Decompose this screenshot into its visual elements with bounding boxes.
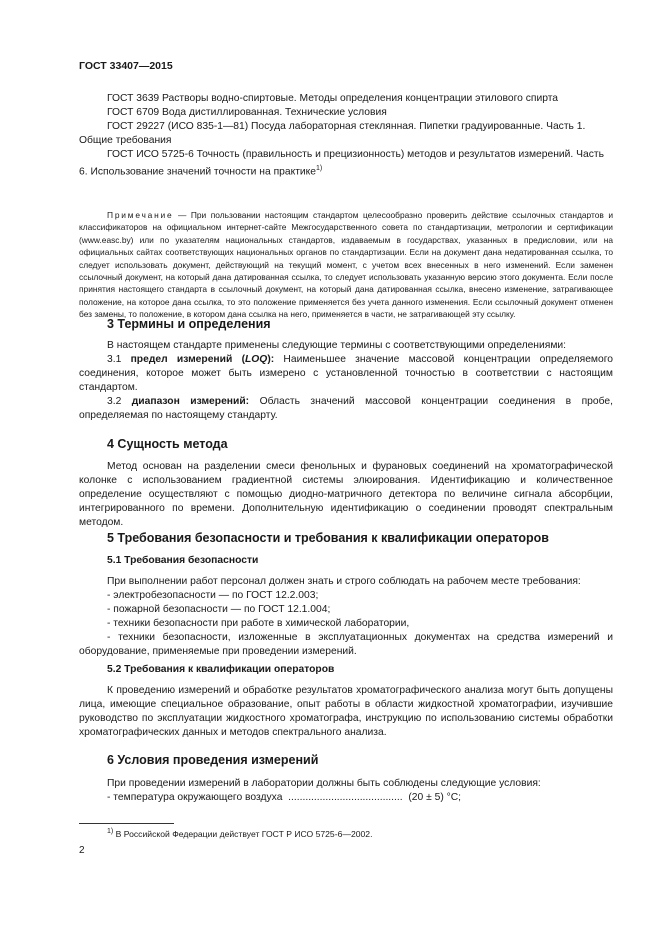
- reference-item: ГОСТ ИСО 5725-6 Точность (правильность и прецизионность) методов и результатов измерений. Часть 6. Использование значений точности на практике$^{1)}$: [79, 149, 604, 178]
- list-item: - техники безопасности, изложенные в эксплуатационных документах на средства измерений и оборудование, применяемые при проведении измерений.: [79, 632, 613, 658]
- section-4-text: Метод основан на разделении смеси фенольных и фурановых соединений на хроматографической колонке с использованием градиентной системы элюирования. Идентификацию и количественное определение осуществляют с помощью диодно-матричного детектора по величине сигнала абсорбции, интегрированного по времени. Дополнительную идентификацию о соединении проводят спектральным методом.: [79, 461, 613, 529]
- condition-row: - температура окружающего воздуха ........................................ (20 ± 5) °С;: [107, 792, 462, 803]
- section-5-2-heading: 5.2 Требования к квалификации операторов: [107, 664, 335, 675]
- section-5-1-heading: 5.1 Требования безопасности: [107, 555, 259, 566]
- list-item: - пожарной безопасности — по ГОСТ 12.1.004;: [107, 604, 331, 615]
- term-3-2: 3.2 диапазон измерений: Область значений массовой концентрации соединения в пробе, определяемая по настоящему стандарту.: [79, 396, 613, 422]
- reference-item: ГОСТ 6709 Вода дистиллированная. Технические условия: [107, 107, 387, 118]
- document-header: ГОСТ 33407—2015: [79, 60, 173, 72]
- section-4-heading: 4 Сущность метода: [107, 437, 228, 451]
- note-paragraph: Примечание — При пользовании настоящим стандартом целесообразно проверить действие ссылочных стандартов и классификаторов на официальном интернет-сайте Межгосударственного совета по стандартизации, метрологии и сертификации (www.easc.by) или по указателям национальных стандартов, издаваемым в государствах, указанных в предисловии, или на официальных сайтах соответствующих национальных органов по стандартизации. Если на документ дана недатированная ссылка, то следует использовать документ, действующий на текущий момент, с учетом всех внесенных в него изменений. Если заменен ссылочный документ, на который дана датированная ссылка, то следует использовать указанную версию этого документа. Если после принятия настоящего стандарта в ссылочный документ, на который дана датированная ссылка, внесено изменение, затрагивающее положение, на которое дана ссылка, то это положение применяется без учета данного изменения. Если ссылочный документ отменен без замены, то положение, в котором дана ссылка на него, применяется в части, не затрагивающей эту ссылку.: [79, 210, 613, 320]
- reference-item: ГОСТ 29227 (ИСО 835-1—81) Посуда лабораторная стеклянная. Пипетки градуированные. Часть 1. Общие требования: [79, 121, 586, 146]
- section-6-intro: При проведении измерений в лаборатории должны быть соблюдены следующие условия:: [107, 778, 541, 789]
- note-label: Примечание: [107, 210, 174, 220]
- list-item: - техники безопасности при работе в химической лаборатории,: [107, 618, 410, 629]
- reference-item: ГОСТ 3639 Растворы водно-спиртовые. Методы определения концентрации этилового спирта: [107, 93, 559, 104]
- footnote: $^{1)}$ В Российской Федерации действует ГОСТ Р ИСО 5725-6—2002.: [107, 828, 373, 839]
- section-3-intro: В настоящем стандарте применены следующие термины с соответствующими определениями:: [107, 340, 567, 351]
- section-5-heading: 5 Требования безопасности и требования к квалификации операторов: [107, 531, 549, 545]
- footnote-ref[interactable]: 1): [316, 165, 323, 172]
- section-5-1-intro: При выполнении работ персонал должен знать и строго соблюдать на рабочем месте требования:: [107, 576, 581, 587]
- footnote-divider: [79, 823, 174, 824]
- section-6-heading: 6 Условия проведения измерений: [107, 753, 319, 767]
- section-5-2-text: К проведению измерений и обработке результатов хроматографического анализа могут быть допущены лица, имеющие специальное образование, опыт работы в области жидкостной хроматографии, изучившие руководство по эксплуатации жидкостного хроматографа, инструкцию по использованию системы обработки хроматографических данных и методов спектрального анализа.: [79, 685, 613, 739]
- list-item: - электробезопасности — по ГОСТ 12.2.003;: [107, 590, 319, 601]
- term-3-1: 3.1 предел измерений (LOQ): Наименьшее значение массовой концентрации определяемого соединения, которое может быть измерено с установленной точностью в соответствии с настоящим стандартом.: [79, 354, 613, 394]
- section-3-heading: 3 Термины и определения: [107, 317, 271, 331]
- page-number: 2: [79, 845, 85, 856]
